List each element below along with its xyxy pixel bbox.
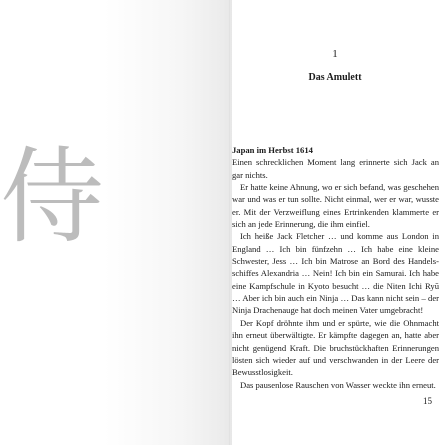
paragraph-5: Das pausenlose Rauschen von Wasser weckte ihn erneut. — [240, 379, 436, 390]
paragraph-3: Ich heiße Jack Fletcher … und komme aus London in England … Ich bin fünfzehn … Ich habe eine kleine Schwester, Jess … Ich bin Matrose an Bord des Handelsschiffes Alexandria … Nein! Ich bin ein Samurai. Ich habe eine Kampfschule in Kyoto besucht … die Niten Ichi Ryū … Aber ich bin auch ein Ninja … Das kann nicht sein – der Ninja Drachenauge hat doch meinen Vater umgebracht! — [232, 231, 439, 316]
chapter-number: 1 — [332, 48, 338, 60]
section-heading: Japan im Herbst 1614 — [232, 145, 313, 155]
paragraph-text: Einen schrecklichen Moment lang erinnerte sich Jack an gar nichts. — [232, 157, 439, 180]
paragraph-4: Der Kopf dröhnte ihm und er spürte, wie die Ohnmacht ihn erneut überwältigte. Er kämpfte dagegen an, hatte aber nicht genügend Kraft. Die bruchstückhaften Erinnerungen lösten sich wieder auf und verschwanden in der Leere der Bewusstlosigkeit. — [232, 317, 439, 378]
paragraph-1 — [232, 144, 439, 181]
paragraph-2: Er hatte keine Ahnung, wo er sich befand, was geschehen war und was er tun sollte. Nicht einmal, wer er war, wusste er. Mit der Verzweiflung eines Ertrinkenden klammerte er sich an jede Erinnerung, die ihm einfiel. — [232, 182, 439, 230]
page-number: 15 — [423, 396, 432, 406]
page-gutter — [229, 0, 230, 445]
chapter-title: Das Amulett — [308, 72, 362, 83]
samurai-kanji-watermark: 侍 — [0, 136, 105, 258]
chapter-body — [232, 144, 439, 391]
